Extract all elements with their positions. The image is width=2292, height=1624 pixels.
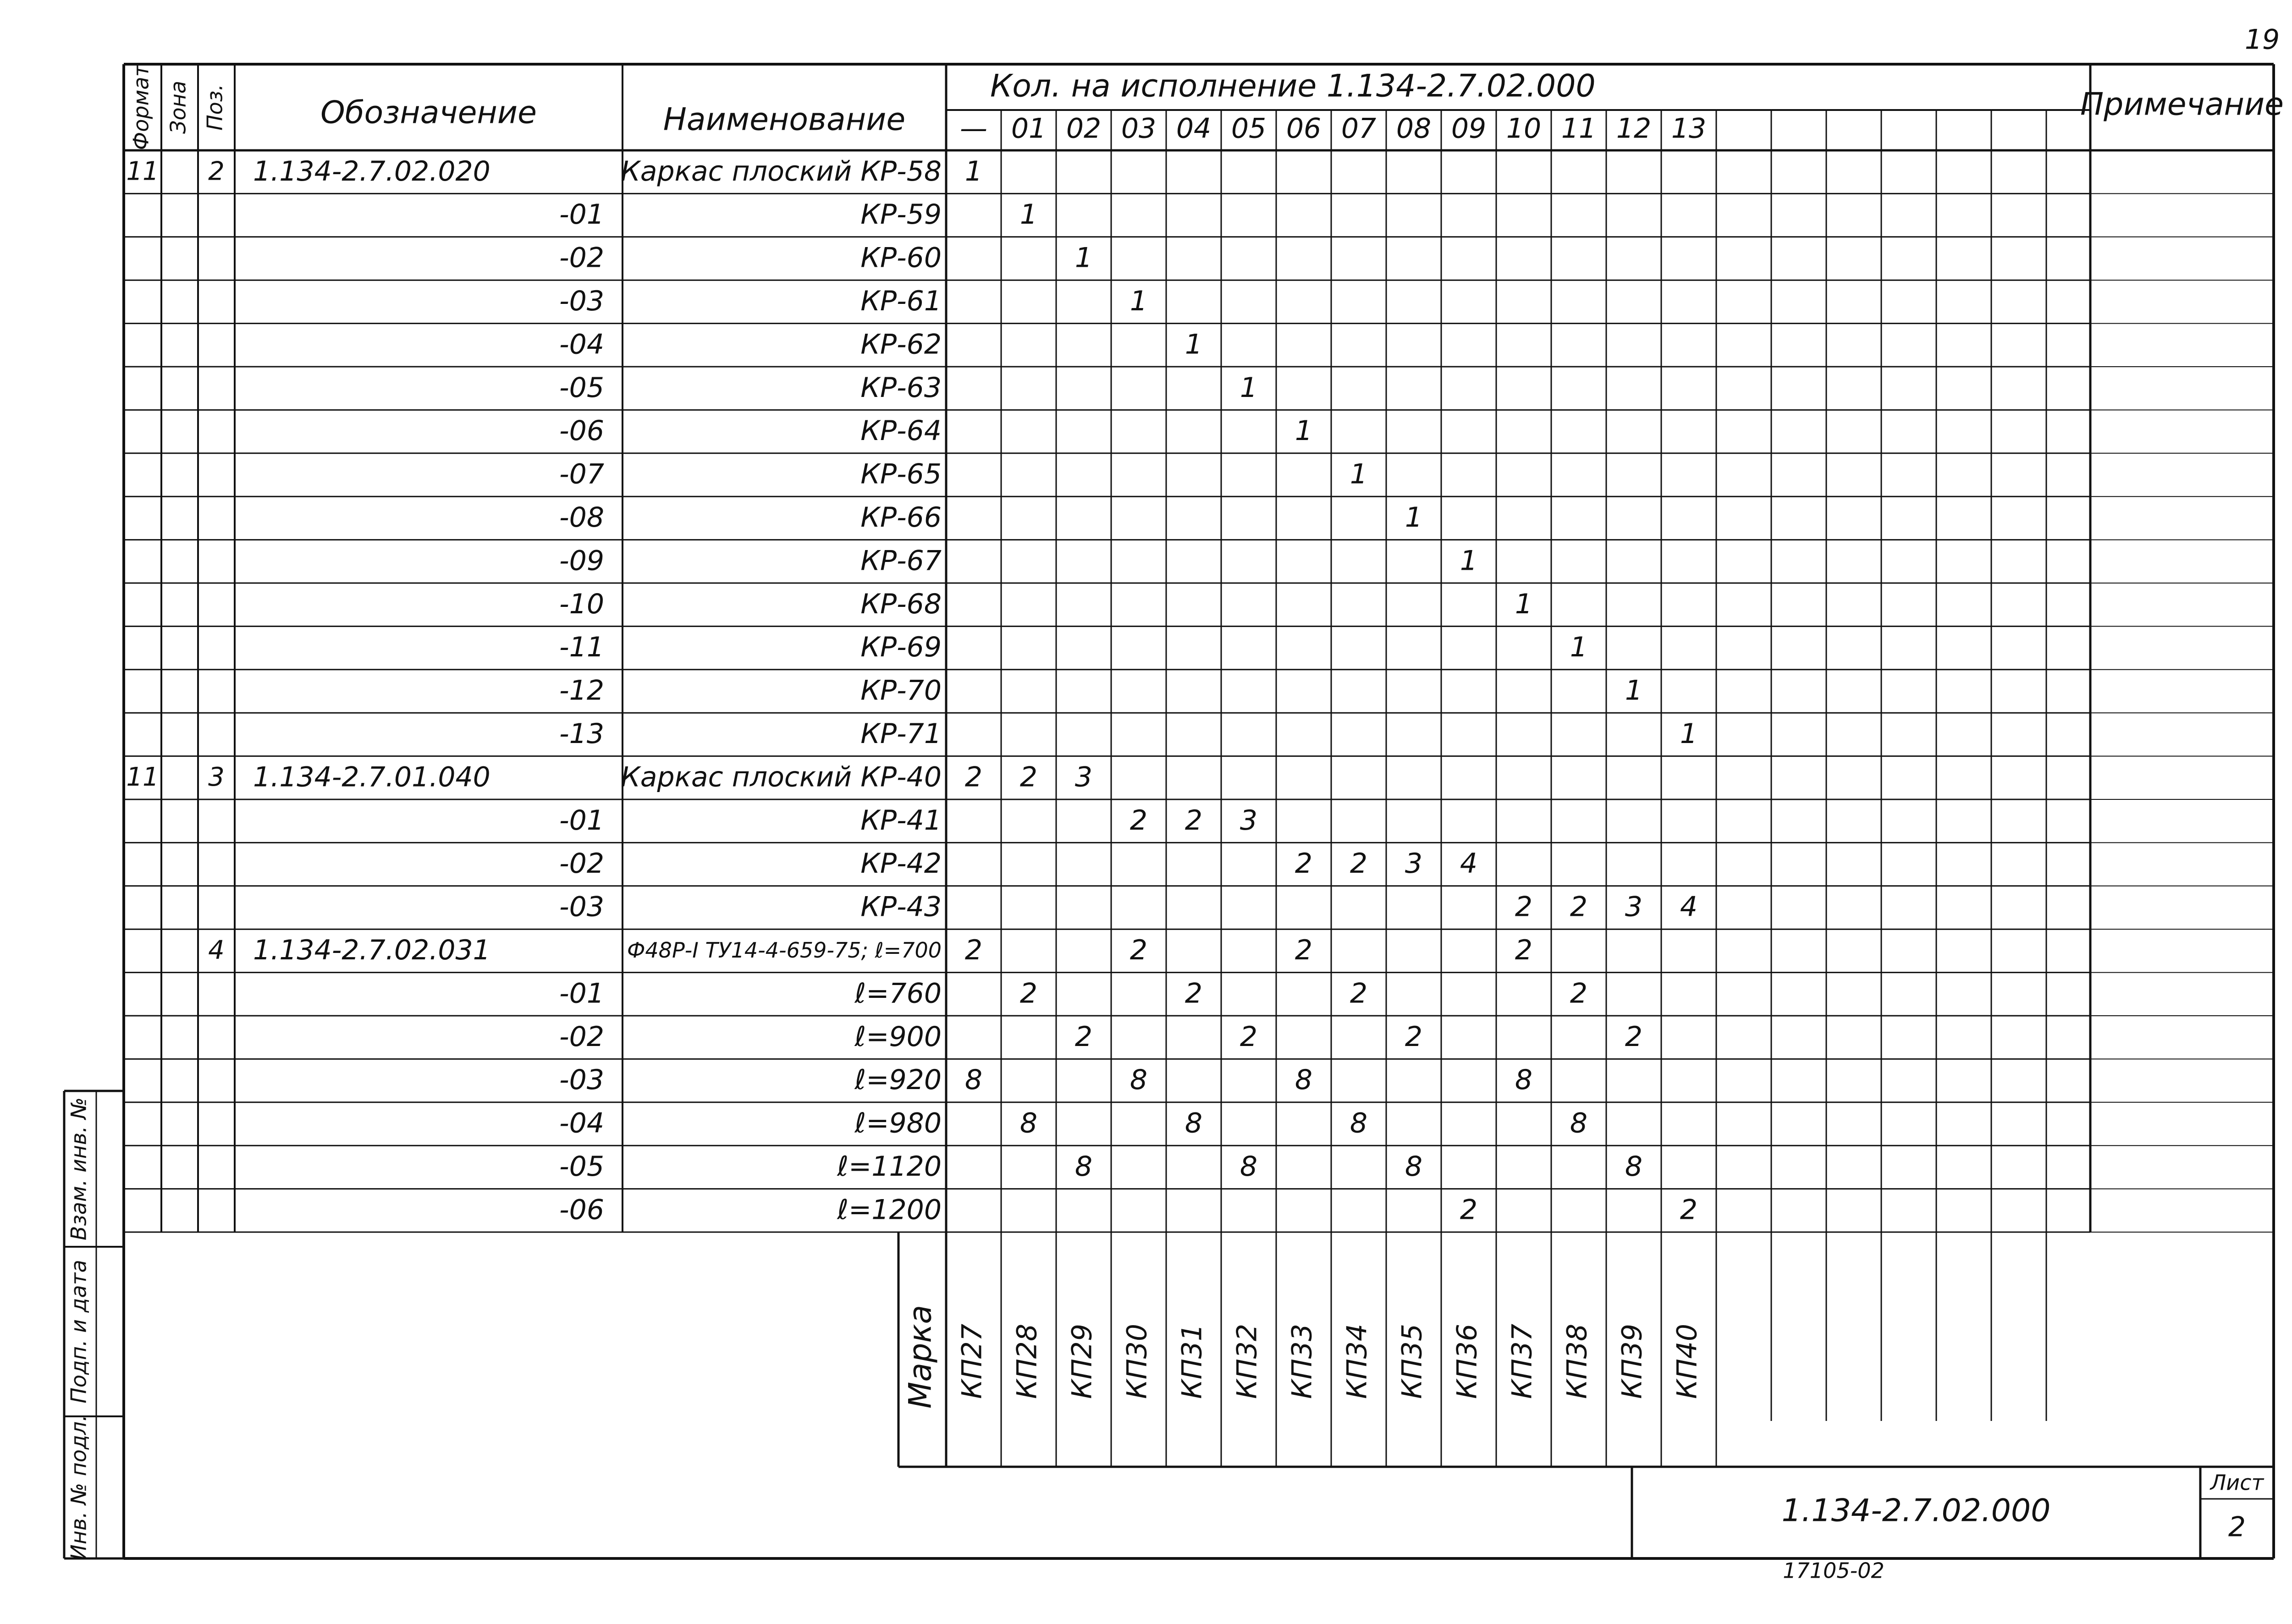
marka-value: КП39	[1616, 1323, 1648, 1399]
qty-cell: 2	[1185, 977, 1203, 1010]
header-name: Наименование	[663, 101, 906, 138]
row-designation: 1.134-2.7.02.020	[253, 155, 490, 187]
row-designation: -05	[559, 1150, 604, 1183]
qty-cell: 2	[1295, 848, 1313, 880]
qty-cell: 2	[1019, 761, 1038, 793]
row-designation: -07	[559, 458, 604, 490]
row-name: КР-70	[860, 674, 942, 707]
header-pos: Поз.	[202, 84, 227, 131]
qty-cell: 2	[1515, 891, 1533, 923]
qty-cell: 8	[1405, 1150, 1423, 1183]
row-designation: -09	[559, 545, 604, 577]
qty-cell: 1	[1074, 242, 1093, 274]
qty-cell: 8	[1515, 1064, 1533, 1096]
row-designation: -03	[559, 285, 604, 317]
qty-cell: 2	[1570, 977, 1588, 1010]
qty-cell: 8	[964, 1064, 983, 1096]
qty-cell: 1	[1405, 501, 1423, 534]
row-name: ℓ=1200	[837, 1194, 942, 1226]
qty-cell: 8	[1350, 1107, 1368, 1140]
row-designation: -03	[559, 891, 604, 923]
qty-cell: 2	[1295, 934, 1313, 966]
qty-cell: 2	[1460, 1194, 1478, 1226]
qty-cell: 2	[1350, 848, 1368, 880]
row-name: КР-61	[860, 285, 942, 317]
variant-header: 13	[1671, 112, 1707, 145]
qty-cell: 8	[1185, 1107, 1203, 1140]
document-number: 1.134-2.7.02.000	[1781, 1492, 2051, 1529]
row-designation: -04	[559, 1107, 604, 1140]
marka-value: КП37	[1506, 1323, 1538, 1399]
row-name: ℓ=1120	[837, 1150, 942, 1183]
qty-cell: 8	[1019, 1107, 1038, 1140]
row-designation: -06	[559, 1194, 604, 1226]
side-stamp-replace: Взам. инв. №	[66, 1097, 91, 1241]
row-name: Каркас плоский КР-58	[621, 155, 942, 187]
header-format: Формат	[128, 64, 154, 150]
row-designation: 1.134-2.7.02.031	[253, 934, 490, 966]
row-name: ℓ=980	[854, 1107, 942, 1140]
row-name: КР-43	[860, 891, 942, 923]
qty-cell: 2	[1129, 934, 1148, 966]
row-name: КР-71	[860, 717, 942, 750]
row-designation: -01	[559, 804, 604, 837]
marka-value: КП35	[1396, 1323, 1428, 1399]
row-designation: -02	[559, 242, 604, 274]
sheet-label: Лист	[2210, 1470, 2264, 1495]
row-format: 11	[126, 156, 159, 187]
marka-value: КП31	[1176, 1323, 1208, 1399]
row-name: КР-64	[860, 415, 942, 447]
row-pos: 4	[208, 935, 225, 965]
qty-cell: 3	[1405, 848, 1423, 880]
qty-cell: 4	[1460, 848, 1478, 880]
row-name: КР-60	[860, 242, 942, 274]
header-designation: Обозначение	[320, 94, 537, 131]
variant-header: 08	[1396, 112, 1432, 145]
qty-cell: 2	[964, 761, 983, 793]
qty-cell: 2	[964, 934, 983, 966]
marka-value: КП30	[1121, 1323, 1153, 1399]
qty-cell: 1	[1295, 415, 1313, 447]
qty-cell: 2	[1129, 804, 1148, 837]
qty-cell: 8	[1625, 1150, 1643, 1183]
qty-cell: 1	[1129, 285, 1148, 317]
qty-cell: 1	[1185, 328, 1203, 361]
qty-cell: 1	[1680, 717, 1698, 750]
marka-value: КП27	[956, 1323, 988, 1399]
row-name: КР-69	[860, 631, 942, 664]
row-designation: -08	[559, 501, 604, 534]
variant-header: 05	[1231, 112, 1267, 145]
qty-cell: 2	[1185, 804, 1203, 837]
row-name: КР-59	[860, 198, 942, 231]
qty-cell: 1	[1515, 588, 1533, 620]
qty-cell: 8	[1240, 1150, 1258, 1183]
qty-cell: 1	[1460, 545, 1478, 577]
row-name: ℓ=920	[854, 1064, 942, 1096]
variant-header: —	[960, 112, 987, 145]
row-name: КР-42	[860, 848, 942, 880]
row-name: КР-67	[860, 545, 942, 577]
row-designation: -05	[559, 371, 604, 404]
marka-value: КП33	[1286, 1323, 1318, 1399]
qty-cell: 3	[1625, 891, 1643, 923]
row-designation: -02	[559, 848, 604, 880]
qty-cell: 2	[1515, 934, 1533, 966]
row-designation: -10	[559, 588, 604, 620]
bottom-stamp: 17105-02	[1783, 1558, 1884, 1583]
variant-header: 04	[1176, 112, 1212, 145]
qty-cell: 2	[1405, 1020, 1423, 1053]
qty-cell: 2	[1680, 1194, 1698, 1226]
row-name: КР-63	[860, 371, 942, 404]
variant-header: 06	[1286, 112, 1322, 145]
qty-cell: 1	[1570, 631, 1588, 664]
variant-header: 07	[1341, 112, 1377, 145]
qty-cell: 1	[1240, 371, 1258, 404]
qty-cell: 3	[1074, 761, 1093, 793]
row-designation: -12	[559, 674, 604, 707]
variant-header: 03	[1121, 112, 1157, 145]
marka-label: Марка	[902, 1305, 939, 1409]
qty-cell: 2	[1350, 977, 1368, 1010]
row-name: ℓ=900	[854, 1020, 942, 1053]
header-zone: Зона	[165, 81, 191, 134]
row-format: 11	[126, 762, 159, 792]
side-stamp-sign: Подп. и дата	[66, 1260, 91, 1404]
marka-value: КП34	[1341, 1323, 1373, 1399]
marka-value: КП40	[1671, 1323, 1703, 1399]
marka-value: КП38	[1561, 1323, 1593, 1399]
qty-cell: 1	[1350, 458, 1368, 490]
qty-cell: 4	[1680, 891, 1698, 923]
row-designation: 1.134-2.7.01.040	[253, 761, 490, 793]
row-name: КР-65	[860, 458, 942, 490]
qty-cell: 1	[1625, 674, 1643, 707]
row-pos: 3	[208, 762, 225, 792]
row-designation: -03	[559, 1064, 604, 1096]
marka-value: КП36	[1451, 1323, 1483, 1399]
row-name: КР-66	[860, 501, 942, 534]
qty-cell: 1	[1019, 198, 1038, 231]
variant-header: 02	[1066, 112, 1102, 145]
marka-value: КП32	[1231, 1323, 1263, 1399]
qty-cell: 3	[1240, 804, 1258, 837]
sheet-corner-number: 19	[2244, 23, 2280, 56]
qty-cell: 8	[1295, 1064, 1313, 1096]
side-stamp-inv: Инв. № подл.	[66, 1415, 91, 1560]
marka-value: КП29	[1066, 1323, 1098, 1399]
qty-cell: 2	[1240, 1020, 1258, 1053]
qty-cell: 8	[1570, 1107, 1588, 1140]
qty-cell: 2	[1625, 1020, 1643, 1053]
qty-cell: 2	[1570, 891, 1588, 923]
variant-header: 09	[1451, 112, 1487, 145]
row-designation: -02	[559, 1020, 604, 1053]
row-designation: -06	[559, 415, 604, 447]
row-designation: -01	[559, 977, 604, 1010]
marka-value: КП28	[1011, 1323, 1043, 1399]
row-pos: 2	[208, 156, 225, 187]
row-designation: -04	[559, 328, 604, 361]
row-name: Ф48Р-I ТУ14-4-659-75; ℓ=700	[627, 937, 942, 963]
variant-header: 12	[1616, 112, 1652, 145]
qty-cell: 8	[1129, 1064, 1148, 1096]
row-designation: -11	[559, 631, 604, 664]
row-name: Каркас плоский КР-40	[621, 761, 942, 793]
variant-header: 01	[1011, 112, 1047, 145]
row-designation: -13	[559, 717, 604, 750]
qty-cell: 1	[964, 155, 983, 187]
row-name: КР-62	[860, 328, 942, 361]
qty-cell: 2	[1019, 977, 1038, 1010]
row-name: КР-68	[860, 588, 942, 620]
header-qty-caption: Кол. на исполнение 1.134-2.7.02.000	[990, 68, 1596, 105]
row-name: ℓ=760	[854, 977, 942, 1010]
qty-cell: 8	[1074, 1150, 1093, 1183]
qty-cell: 2	[1074, 1020, 1093, 1053]
sheet-number: 2	[2228, 1511, 2246, 1543]
row-name: КР-41	[860, 804, 942, 837]
variant-header: 11	[1561, 112, 1597, 145]
variant-header: 10	[1506, 112, 1542, 145]
header-note: Примечание	[2080, 86, 2284, 123]
row-designation: -01	[559, 198, 604, 231]
